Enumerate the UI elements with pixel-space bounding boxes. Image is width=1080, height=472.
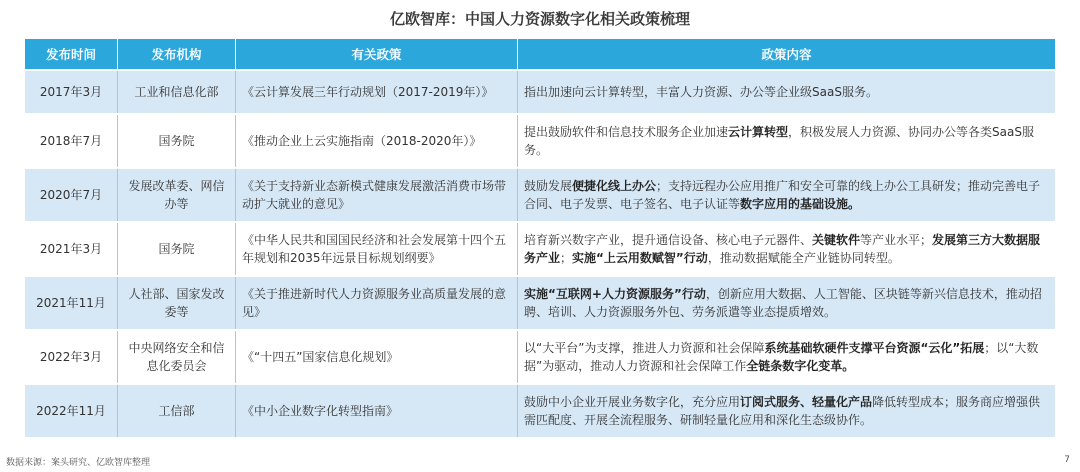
cell-policy: 《“十四五”国家信息化规划》 [236, 331, 518, 383]
cell-org: 工信部 [118, 385, 236, 437]
content-text: ；以“大数据”为驱动，推动人力资源和社会保障工作 [524, 341, 1039, 373]
cell-policy: 《推动企业上云实施指南（2018-2020年）》 [236, 115, 518, 167]
table-header-row [25, 39, 1055, 69]
cell-org: 发展改革委、网信办等 [118, 169, 236, 221]
content-text: 以“大平台”为支撑，推进人力资源和社会保障 [524, 341, 765, 355]
cell-policy: 《中华人民共和国国民经济和社会发展第十四个五年规划和2035年远景目标规划纲要》 [236, 223, 518, 275]
cell-date: 2017年3月 [25, 71, 118, 113]
cell-org: 国务院 [118, 223, 236, 275]
content-text: ，推动数据赋能全产业链协同转型。 [707, 251, 900, 265]
content-text: ；支持远程办公应用推广和安全可靠的线上办公工具研发；推动完善电子合同、电子发票、电子签名、电子认证等 [524, 179, 1041, 211]
content-text: 降低转型成本；服务商应增强供需匹配度、开展全流程服务、研制轻量化应用和深化生态级协作。 [524, 395, 1041, 427]
content-highlight: 便捷化线上办公 [572, 179, 657, 193]
content-highlight: 关键软件 [812, 233, 861, 247]
page-number: 7 [1064, 455, 1070, 465]
header-content: 政策内容 [518, 39, 1055, 69]
content-highlight: 订阅式服务、轻量化产品 [740, 395, 873, 409]
table-row [25, 169, 1055, 221]
content-text: 培育新兴数字产业，提升通信设备、核心电子元器件、 [524, 233, 813, 247]
cell-policy: 《关于推进新时代人力资源服务业高质量发展的意见》 [236, 277, 518, 329]
cell-policy: 《中小企业数字化转型指南》 [236, 385, 518, 437]
content-text: 鼓励发展 [524, 179, 573, 193]
table-row [25, 71, 1055, 113]
cell-date: 2018年7月 [25, 115, 118, 167]
content-highlight: 云计算转型 [728, 125, 789, 139]
cell-org: 中央网络安全和信息化委员会 [118, 331, 236, 383]
cell-date: 2021年3月 [25, 223, 118, 275]
table-row [25, 223, 1055, 275]
source-note: 数据来源：案头研究、亿欧智库整理 [6, 458, 151, 468]
content-text: ，创新应用大数据、人工智能、区块链等新兴信息技术，推动招聘、培训、人力资源服务外包、劳务派遣等业态提质增效。 [524, 287, 1042, 319]
cell-content [518, 223, 1055, 275]
cell-policy: 《云计算发展三年行动规划（2017-2019年）》 [236, 71, 518, 113]
header-org: 发布机构 [118, 39, 236, 69]
cell-content [518, 71, 1055, 113]
policy-table [25, 37, 1055, 439]
content-highlight: 发展第三方大数据服务产业 [524, 233, 1041, 265]
content-text: ，积极发展人力资源、协同办公等各类SaaS服务。 [524, 125, 1034, 157]
cell-content [518, 331, 1055, 383]
cell-date: 2021年11月 [25, 277, 118, 329]
content-text: 指出加速向云计算转型，丰富人力资源、办公等企业级SaaS服务。 [524, 85, 878, 99]
content-text: 提出鼓励软件和信息技术服务企业加速 [524, 125, 729, 139]
content-highlight: 全链条数字化变革。 [746, 359, 855, 373]
cell-date: 2022年11月 [25, 385, 118, 437]
header-date: 发布时间 [25, 39, 118, 69]
table-row [25, 385, 1055, 437]
page-title: 亿欧智库：中国人力资源数字化相关政策梳理 [389, 10, 690, 28]
cell-content [518, 277, 1055, 329]
content-text: ； [560, 251, 573, 265]
content-highlight: 实施“上云用数赋智”行动 [572, 251, 708, 265]
content-text: 等产业水平； [860, 233, 933, 247]
cell-date: 2020年7月 [25, 169, 118, 221]
table-row [25, 115, 1055, 167]
content-text: 鼓励中小企业开展业务数字化，充分应用 [524, 395, 741, 409]
table-body [25, 71, 1055, 437]
header-policy: 有关政策 [236, 39, 518, 69]
cell-org: 人社部、国家发改委等 [118, 277, 236, 329]
content-highlight: 实施“互联网+人力资源服务”行动 [524, 287, 706, 301]
cell-org: 工业和信息化部 [118, 71, 236, 113]
table-row [25, 331, 1055, 383]
cell-org: 国务院 [118, 115, 236, 167]
cell-content [518, 385, 1055, 437]
cell-date: 2022年3月 [25, 331, 118, 383]
cell-content [518, 115, 1055, 167]
content-highlight: 数字应用的基础设施。 [740, 197, 861, 211]
content-highlight: 系统基础软硬件支撑平台资源“云化”拓展 [764, 341, 985, 355]
table-row [25, 277, 1055, 329]
cell-content [518, 169, 1055, 221]
cell-policy: 《关于支持新业态新模式健康发展激活消费市场带动扩大就业的意见》 [236, 169, 518, 221]
